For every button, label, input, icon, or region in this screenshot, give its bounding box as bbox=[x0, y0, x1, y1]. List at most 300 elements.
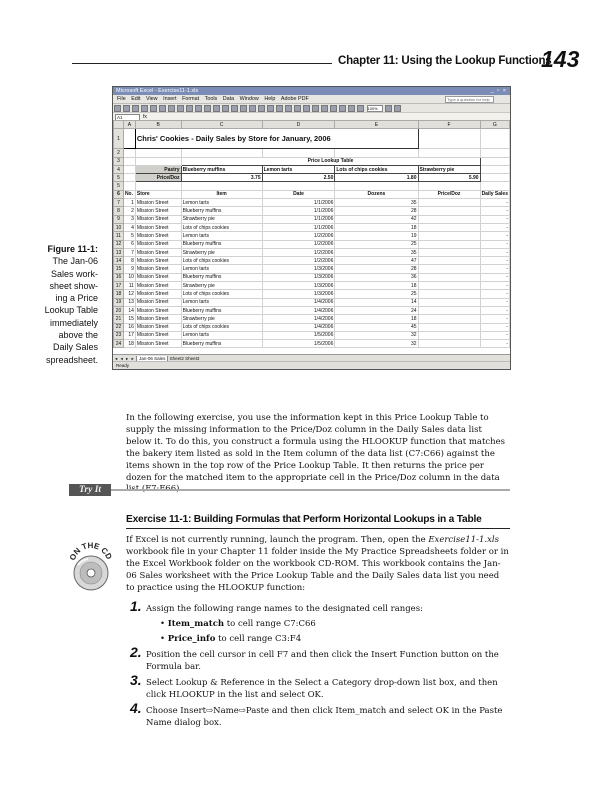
cell-store[interactable]: Mission Street bbox=[135, 199, 181, 207]
cell-date[interactable]: 1/4/2006 bbox=[262, 306, 335, 314]
open-icon[interactable] bbox=[123, 105, 130, 112]
cell-store[interactable]: Mission Street bbox=[135, 248, 181, 256]
cell-sales[interactable]: - bbox=[480, 290, 509, 298]
cell-store[interactable]: Mission Street bbox=[135, 323, 181, 331]
cell-dozens[interactable]: 25 bbox=[335, 240, 418, 248]
cell-price[interactable] bbox=[418, 248, 480, 256]
cell-no[interactable]: 1 bbox=[123, 199, 135, 207]
cell-item[interactable]: Lemon tarts bbox=[181, 265, 262, 273]
row bbox=[114, 149, 510, 157]
caption-line: Lookup Table bbox=[44, 305, 98, 316]
cell-sales[interactable]: - bbox=[480, 257, 509, 265]
cell-item[interactable]: Strawberry pie bbox=[181, 248, 262, 256]
row-header[interactable]: 8 bbox=[114, 207, 124, 215]
row-header[interactable]: 24 bbox=[114, 340, 124, 348]
cell-sales[interactable]: - bbox=[480, 232, 509, 240]
lookup-price[interactable]: 2.50 bbox=[262, 174, 335, 182]
cell[interactable] bbox=[418, 182, 480, 190]
cell-dozens[interactable]: 14 bbox=[335, 298, 418, 306]
step-number: 4. bbox=[130, 700, 142, 716]
table-row bbox=[114, 240, 510, 248]
row-header[interactable]: 12 bbox=[114, 240, 124, 248]
header-item[interactable]: Item bbox=[181, 190, 262, 198]
help-icon[interactable] bbox=[385, 105, 392, 112]
lookup-pastry-row bbox=[114, 165, 510, 173]
cell-date[interactable]: 1/3/2006 bbox=[262, 282, 335, 290]
cell-a1[interactable] bbox=[123, 129, 135, 149]
cell-store[interactable]: Mission Street bbox=[135, 257, 181, 265]
help-search-input[interactable]: Type a question for help bbox=[445, 96, 494, 103]
lookup-pastry-label[interactable]: Pastry bbox=[135, 165, 181, 173]
menu-view[interactable]: View bbox=[145, 96, 158, 102]
cell-sales[interactable]: - bbox=[480, 315, 509, 323]
menu-adobe-pdf[interactable]: Adobe PDF bbox=[280, 96, 309, 102]
row-header[interactable]: 18 bbox=[114, 290, 124, 298]
cell-price[interactable] bbox=[418, 282, 480, 290]
cell-item[interactable]: Lemon tarts bbox=[181, 331, 262, 339]
cell-item[interactable]: Strawberry pie bbox=[181, 315, 262, 323]
redo-icon[interactable] bbox=[204, 105, 211, 112]
range-desc: to cell range C7:C66 bbox=[224, 619, 316, 629]
cell[interactable] bbox=[335, 182, 418, 190]
cell[interactable] bbox=[123, 165, 135, 173]
menu-help[interactable]: Help bbox=[264, 96, 276, 102]
cell[interactable] bbox=[262, 182, 335, 190]
header-store[interactable]: Store bbox=[135, 190, 181, 198]
column-header[interactable]: G bbox=[480, 121, 509, 129]
row-header[interactable]: 11 bbox=[114, 232, 124, 240]
cell[interactable] bbox=[135, 182, 181, 190]
bold-icon[interactable] bbox=[249, 105, 256, 112]
cell[interactable] bbox=[181, 182, 262, 190]
cell[interactable] bbox=[480, 129, 509, 149]
cell-price[interactable] bbox=[418, 232, 480, 240]
menu-format[interactable]: Format bbox=[182, 96, 200, 102]
insert-function-button[interactable]: fx bbox=[143, 114, 147, 120]
header-rule bbox=[72, 63, 332, 64]
sheet-tab-jan06[interactable]: Jan-06 Sales bbox=[136, 356, 168, 362]
row-header[interactable]: 19 bbox=[114, 298, 124, 306]
cell-store[interactable]: Mission Street bbox=[135, 215, 181, 223]
cell-sales[interactable]: - bbox=[480, 248, 509, 256]
table-row bbox=[114, 273, 510, 281]
row-header[interactable]: 3 bbox=[114, 157, 124, 165]
merge-icon[interactable] bbox=[303, 105, 310, 112]
align-center-icon[interactable] bbox=[285, 105, 292, 112]
exercise-title: Exercise 11-1: Building Formulas that Perform Horizontal Lookups in a Table bbox=[126, 514, 482, 525]
cd-label: ON THE CD bbox=[67, 540, 114, 562]
cell-date[interactable]: 1/5/2006 bbox=[262, 331, 335, 339]
menu-window[interactable]: Window bbox=[239, 96, 259, 102]
cell[interactable] bbox=[480, 174, 509, 182]
cell-no[interactable]: 11 bbox=[123, 282, 135, 290]
header-price[interactable]: Price/Doz bbox=[418, 190, 480, 198]
cut-icon[interactable] bbox=[168, 105, 175, 112]
cell-date[interactable]: 1/4/2006 bbox=[262, 298, 335, 306]
cell-dozens[interactable]: 42 bbox=[335, 215, 418, 223]
status-bar: Ready bbox=[113, 361, 511, 369]
cell[interactable] bbox=[123, 157, 135, 165]
cell-dozens[interactable]: 24 bbox=[335, 306, 418, 314]
cell-date[interactable]: 1/2/2006 bbox=[262, 257, 335, 265]
cell-price[interactable] bbox=[418, 207, 480, 215]
step-4 bbox=[130, 700, 510, 730]
step-text: Position the cell cursor in cell F7 and then click the Insert Function button on the Formula bar. bbox=[146, 650, 499, 672]
cell-store[interactable]: Mission Street bbox=[135, 232, 181, 240]
cell-store[interactable]: Mission Street bbox=[135, 240, 181, 248]
cell-date[interactable]: 1/1/2006 bbox=[262, 215, 335, 223]
cell-price[interactable] bbox=[418, 290, 480, 298]
lookup-item[interactable]: Blueberry muffins bbox=[181, 165, 262, 173]
cell[interactable] bbox=[135, 157, 181, 165]
row bbox=[114, 182, 510, 190]
sort-asc-icon[interactable] bbox=[222, 105, 229, 112]
align-right-icon[interactable] bbox=[294, 105, 301, 112]
column-header[interactable]: E bbox=[335, 121, 418, 129]
cell-sales[interactable]: - bbox=[480, 282, 509, 290]
cell-dozens[interactable]: 32 bbox=[335, 340, 418, 348]
cell-date[interactable]: 1/3/2006 bbox=[262, 265, 335, 273]
column-header[interactable]: A bbox=[123, 121, 135, 129]
cell[interactable] bbox=[181, 149, 262, 157]
cell-item[interactable]: Lots of chips cookies bbox=[181, 323, 262, 331]
cell-no[interactable]: 15 bbox=[123, 315, 135, 323]
row-header[interactable]: 5 bbox=[114, 182, 124, 190]
cell-price[interactable] bbox=[418, 265, 480, 273]
cell-store[interactable]: Mission Street bbox=[135, 207, 181, 215]
lookup-price[interactable]: 1.80 bbox=[335, 174, 418, 182]
print-icon[interactable] bbox=[141, 105, 148, 112]
select-all-corner[interactable] bbox=[114, 121, 124, 129]
pdf-icon[interactable] bbox=[394, 105, 401, 112]
range-name: Price_info bbox=[167, 634, 216, 644]
cell-dozens[interactable]: 28 bbox=[335, 207, 418, 215]
cell-dozens[interactable]: 18 bbox=[335, 223, 418, 231]
intro-paragraph: In the following exercise, you use the information kept in this Price Lookup Table to supply the missing information to the Price/Doz column in the Daily Sales data list below it. To do this, you construct a formula using the HLOOKUP function that matches the bakery item listed as sold in the Item column of the data list (C7:C66) against the items shown in the top row of the Price Lookup Table. It then returns the price per dozen for the matched item to the appropriate cell in the Price/Doz column in the data bbox=[126, 413, 505, 483]
cell-dozens[interactable]: 45 bbox=[335, 323, 418, 331]
row-header[interactable]: 14 bbox=[114, 257, 124, 265]
cell-date[interactable]: 1/3/2006 bbox=[262, 290, 335, 298]
excel-title-bar bbox=[113, 87, 510, 95]
lookup-item[interactable]: Lemon tarts bbox=[262, 165, 335, 173]
cell-sales[interactable]: - bbox=[480, 199, 509, 207]
cell-no[interactable]: 14 bbox=[123, 306, 135, 314]
row-header[interactable]: 17 bbox=[114, 282, 124, 290]
step-text: Assign the following range names to the designated cell ranges: bbox=[146, 604, 423, 614]
cell-item[interactable]: Blueberry muffins bbox=[181, 207, 262, 215]
page-number: 143 bbox=[541, 46, 580, 72]
cell-no[interactable]: 6 bbox=[123, 240, 135, 248]
sheet-title[interactable]: Chris' Cookies - Daily Sales by Store for January, 2006 bbox=[135, 129, 418, 149]
lookup-price[interactable]: 5.90 bbox=[418, 174, 480, 182]
bullet: • bbox=[160, 634, 166, 644]
row-header[interactable]: 10 bbox=[114, 223, 124, 231]
row-header[interactable]: 7 bbox=[114, 199, 124, 207]
caption-line: Daily Sales bbox=[52, 342, 98, 353]
cell-sales[interactable]: - bbox=[480, 340, 509, 348]
cell-item[interactable]: Blueberry muffins bbox=[181, 273, 262, 281]
autosum-icon[interactable] bbox=[213, 105, 220, 112]
table-row bbox=[114, 265, 510, 273]
row-header[interactable]: 20 bbox=[114, 306, 124, 314]
cell-no[interactable]: 17 bbox=[123, 331, 135, 339]
subitem-item-match bbox=[160, 619, 316, 631]
header-dozens[interactable]: Dozens bbox=[335, 190, 418, 198]
step-text: Select Lookup & Reference in the Select a Category drop-down list box, and then click HLOOKUP in the list and select OK. bbox=[146, 678, 498, 700]
cell-price[interactable] bbox=[418, 257, 480, 265]
worksheet-grid bbox=[113, 120, 510, 348]
lookup-item[interactable]: Strawberry pie bbox=[418, 165, 480, 173]
row-header[interactable]: 15 bbox=[114, 265, 124, 273]
font-color-icon[interactable] bbox=[348, 105, 355, 112]
cell-item[interactable]: Lots of chips cookies bbox=[181, 257, 262, 265]
table-row bbox=[114, 323, 510, 331]
table-row bbox=[114, 232, 510, 240]
data-header-row bbox=[114, 190, 510, 198]
chapter-title: Chapter 11: Using the Lookup Functions bbox=[338, 55, 552, 67]
cell-price[interactable] bbox=[418, 240, 480, 248]
cell-date[interactable]: 1/2/2006 bbox=[262, 248, 335, 256]
table-row bbox=[114, 290, 510, 298]
cell-date[interactable]: 1/4/2006 bbox=[262, 323, 335, 331]
cell-dozens[interactable]: 32 bbox=[335, 331, 418, 339]
cell[interactable] bbox=[135, 149, 181, 157]
cell-dozens[interactable]: 25 bbox=[335, 290, 418, 298]
row-header[interactable]: 16 bbox=[114, 273, 124, 281]
cell[interactable] bbox=[480, 182, 509, 190]
menu-file[interactable]: File bbox=[117, 96, 126, 102]
spelling-icon[interactable] bbox=[159, 105, 166, 112]
cell-dozens[interactable]: 18 bbox=[335, 315, 418, 323]
cell-item[interactable]: Strawberry pie bbox=[181, 215, 262, 223]
currency-icon[interactable] bbox=[312, 105, 319, 112]
menu-tools[interactable]: Tools bbox=[204, 96, 218, 102]
row-header[interactable]: 21 bbox=[114, 315, 124, 323]
cell-date[interactable]: 1/2/2006 bbox=[262, 240, 335, 248]
lookup-price[interactable]: 3.75 bbox=[181, 174, 262, 182]
cell-price[interactable] bbox=[418, 298, 480, 306]
cell-price[interactable] bbox=[418, 199, 480, 207]
intro-text: If Excel is not currently running, launch the program. Then, open the bbox=[126, 535, 429, 545]
column-header[interactable]: F bbox=[418, 121, 480, 129]
title-row bbox=[114, 129, 510, 149]
cell-dozens[interactable]: 47 bbox=[335, 257, 418, 265]
align-left-icon[interactable] bbox=[276, 105, 283, 112]
lookup-table-title[interactable]: Price Lookup Table bbox=[181, 157, 480, 165]
cell-date[interactable]: 1/5/2006 bbox=[262, 340, 335, 348]
percent-icon[interactable] bbox=[321, 105, 328, 112]
paste-icon[interactable] bbox=[186, 105, 193, 112]
header-date[interactable]: Date bbox=[262, 190, 335, 198]
cell-sales[interactable]: - bbox=[480, 331, 509, 339]
cell-no[interactable]: 10 bbox=[123, 273, 135, 281]
cell-no[interactable]: 7 bbox=[123, 248, 135, 256]
table-row bbox=[114, 215, 510, 223]
cell[interactable] bbox=[418, 149, 480, 157]
cell-no[interactable]: 3 bbox=[123, 215, 135, 223]
row-header[interactable]: 5 bbox=[114, 174, 124, 182]
figure-caption bbox=[26, 243, 98, 366]
cell-item[interactable]: Blueberry muffins bbox=[181, 306, 262, 314]
zoom-select[interactable]: 100% bbox=[367, 105, 383, 112]
row-header[interactable]: 4 bbox=[114, 165, 124, 173]
name-box[interactable]: A1 bbox=[115, 114, 140, 121]
step-text: Choose Insert⇨Name⇨Paste and then click Item_match and select OK in the Paste Name dialog box. bbox=[146, 706, 503, 728]
cell-store[interactable]: Mission Street bbox=[135, 298, 181, 306]
cell-store[interactable]: Mission Street bbox=[135, 273, 181, 281]
cell-item[interactable]: Blueberry muffins bbox=[181, 240, 262, 248]
cell[interactable] bbox=[418, 129, 480, 149]
table-row bbox=[114, 257, 510, 265]
cell-price[interactable] bbox=[418, 215, 480, 223]
lookup-item[interactable]: Lots of chips cookies bbox=[335, 165, 418, 173]
caption-line: Sales work- bbox=[50, 268, 98, 279]
cell-date[interactable]: 1/4/2006 bbox=[262, 315, 335, 323]
cell-item[interactable]: Lots of chips cookies bbox=[181, 290, 262, 298]
cell-date[interactable]: 1/1/2006 bbox=[262, 199, 335, 207]
cell-no[interactable]: 13 bbox=[123, 298, 135, 306]
excel-menu-bar bbox=[113, 95, 510, 104]
column-header[interactable]: B bbox=[135, 121, 181, 129]
sort-desc-icon[interactable] bbox=[231, 105, 238, 112]
cell-no[interactable]: 4 bbox=[123, 223, 135, 231]
cell-dozens[interactable]: 36 bbox=[335, 273, 418, 281]
cell[interactable] bbox=[123, 182, 135, 190]
cell-item[interactable]: Strawberry pie bbox=[181, 282, 262, 290]
italic-icon[interactable] bbox=[258, 105, 265, 112]
sheet-tab-sheet2[interactable]: Sheet2 bbox=[169, 356, 184, 361]
cell[interactable] bbox=[123, 149, 135, 157]
cell-dozens[interactable]: 35 bbox=[335, 248, 418, 256]
intro-filename: Exercise11-1.xls bbox=[428, 535, 499, 545]
window-controls[interactable]: _ ▫ × bbox=[490, 88, 507, 94]
table-row bbox=[114, 331, 510, 339]
cell-price[interactable] bbox=[418, 273, 480, 281]
cell-item[interactable]: Blueberry muffins bbox=[181, 340, 262, 348]
table-row bbox=[114, 315, 510, 323]
column-header[interactable]: D bbox=[262, 121, 335, 129]
cell-dozens[interactable]: 18 bbox=[335, 282, 418, 290]
cell-sales[interactable]: - bbox=[480, 215, 509, 223]
row-header[interactable]: 2 bbox=[114, 149, 124, 157]
row-header[interactable]: 1 bbox=[114, 129, 124, 149]
cell-no[interactable]: 2 bbox=[123, 207, 135, 215]
cell-price[interactable] bbox=[418, 331, 480, 339]
row-header[interactable]: 9 bbox=[114, 215, 124, 223]
exercise-intro bbox=[126, 535, 510, 595]
cell[interactable] bbox=[123, 174, 135, 182]
sheet-nav-buttons[interactable]: ◂ ◂ ▸ ▸ bbox=[115, 356, 135, 361]
cell-sales[interactable]: - bbox=[480, 298, 509, 306]
cell-no[interactable]: 12 bbox=[123, 290, 135, 298]
table-row bbox=[114, 207, 510, 215]
cell-no[interactable]: 5 bbox=[123, 232, 135, 240]
cell-dozens[interactable]: 19 bbox=[335, 232, 418, 240]
caption-line: sheet show- bbox=[49, 280, 98, 291]
cell-sales[interactable]: - bbox=[480, 265, 509, 273]
chart-icon[interactable] bbox=[240, 105, 247, 112]
cell-item[interactable]: Lemon tarts bbox=[181, 199, 262, 207]
cell[interactable] bbox=[335, 149, 418, 157]
copy-icon[interactable] bbox=[177, 105, 184, 112]
cell-sales[interactable]: - bbox=[480, 240, 509, 248]
cell[interactable] bbox=[262, 149, 335, 157]
cell-dozens[interactable]: 28 bbox=[335, 265, 418, 273]
lookup-price-label[interactable]: Price/Doz bbox=[135, 174, 181, 182]
cell-sales[interactable]: - bbox=[480, 223, 509, 231]
row-header[interactable]: 6 bbox=[114, 190, 124, 198]
cell-store[interactable]: Mission Street bbox=[135, 340, 181, 348]
cell-item[interactable]: Lemon tarts bbox=[181, 298, 262, 306]
cell[interactable] bbox=[480, 157, 509, 165]
save-icon[interactable] bbox=[132, 105, 139, 112]
cell-date[interactable]: 1/1/2006 bbox=[262, 223, 335, 231]
cell-no[interactable]: 8 bbox=[123, 257, 135, 265]
header-no[interactable]: No. bbox=[123, 190, 135, 198]
cell-store[interactable]: Mission Street bbox=[135, 290, 181, 298]
cell-date[interactable]: 1/2/2006 bbox=[262, 232, 335, 240]
drawing-icon[interactable] bbox=[357, 105, 364, 112]
menu-insert[interactable]: Insert bbox=[163, 96, 177, 102]
underline-icon[interactable] bbox=[267, 105, 274, 112]
cell-price[interactable] bbox=[418, 223, 480, 231]
preview-icon[interactable] bbox=[150, 105, 157, 112]
cell-store[interactable]: Mission Street bbox=[135, 282, 181, 290]
row-header[interactable]: 13 bbox=[114, 248, 124, 256]
cell-no[interactable]: 18 bbox=[123, 340, 135, 348]
cell[interactable] bbox=[480, 149, 509, 157]
cell-sales[interactable]: - bbox=[480, 273, 509, 281]
sheet-tab-sheet3[interactable]: Sheet3 bbox=[185, 356, 200, 361]
header-sales[interactable]: Daily Sales bbox=[481, 191, 508, 198]
fill-color-icon[interactable] bbox=[339, 105, 346, 112]
table-row bbox=[114, 298, 510, 306]
cell-dozens[interactable]: 35 bbox=[335, 199, 418, 207]
cell-store[interactable]: Mission Street bbox=[135, 265, 181, 273]
cell-store[interactable]: Mission Street bbox=[135, 315, 181, 323]
cell-store[interactable]: Mission Street bbox=[135, 223, 181, 231]
cell[interactable] bbox=[480, 165, 509, 173]
new-icon[interactable] bbox=[114, 105, 121, 112]
cell-item[interactable]: Lots of chips cookies bbox=[181, 223, 262, 231]
row-header[interactable]: 23 bbox=[114, 331, 124, 339]
menu-edit[interactable]: Edit bbox=[131, 96, 141, 102]
borders-icon[interactable] bbox=[330, 105, 337, 112]
cell-date[interactable]: 1/3/2006 bbox=[262, 273, 335, 281]
cell-item[interactable]: Lemon tarts bbox=[181, 232, 262, 240]
menu-data[interactable]: Data bbox=[222, 96, 235, 102]
table-row bbox=[114, 199, 510, 207]
cell-price[interactable] bbox=[418, 340, 480, 348]
row-header[interactable]: 22 bbox=[114, 323, 124, 331]
cell-sales[interactable]: - bbox=[480, 323, 509, 331]
cell-no[interactable]: 9 bbox=[123, 265, 135, 273]
cell-store[interactable]: Mission Street bbox=[135, 331, 181, 339]
cell-price[interactable] bbox=[418, 323, 480, 331]
column-header[interactable]: C bbox=[181, 121, 262, 129]
step-number: 2. bbox=[130, 644, 142, 660]
cell-price[interactable] bbox=[418, 315, 480, 323]
table-row bbox=[114, 282, 510, 290]
cell-no[interactable]: 16 bbox=[123, 323, 135, 331]
cell-sales[interactable]: - bbox=[480, 207, 509, 215]
cell-store[interactable]: Mission Street bbox=[135, 306, 181, 314]
cell-date[interactable]: 1/1/2006 bbox=[262, 207, 335, 215]
cell-sales[interactable]: - bbox=[480, 306, 509, 314]
undo-icon[interactable] bbox=[195, 105, 202, 112]
try-it-badge: Try It bbox=[69, 484, 111, 496]
cell-price[interactable] bbox=[418, 306, 480, 314]
